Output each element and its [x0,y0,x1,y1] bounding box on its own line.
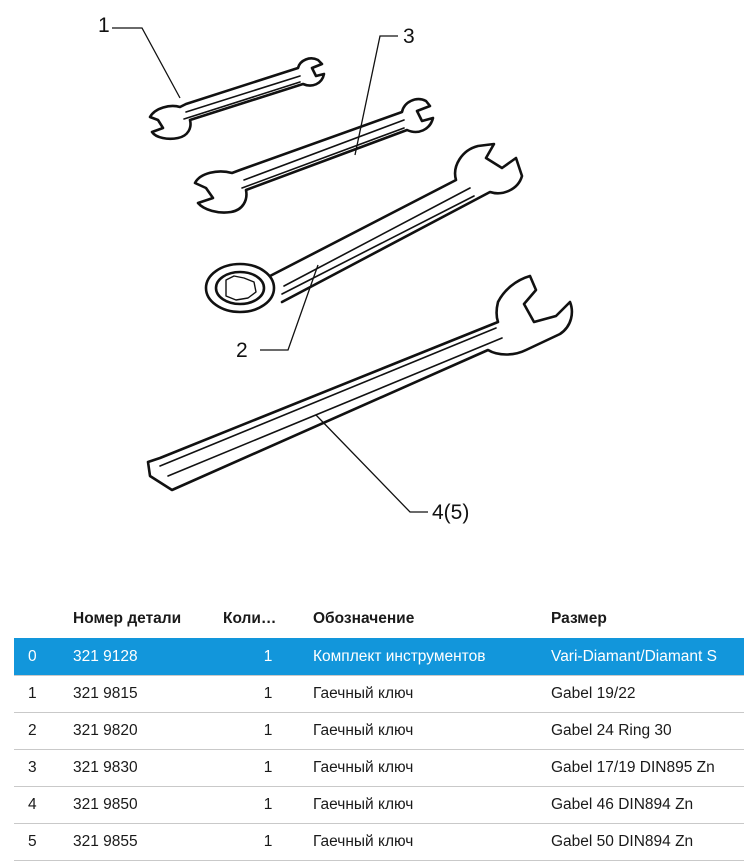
cell-quantity: 1 [223,713,313,750]
cell-part-number: 321 9820 [73,713,223,750]
cell-designation: Гаечный ключ [313,787,551,824]
cell-quantity: 1 [223,750,313,787]
cell-designation: Гаечный ключ [313,713,551,750]
callout-4: 4(5) [432,501,470,524]
parts-table [14,600,744,861]
wrench-2-icon [206,144,522,312]
leader-3 [355,36,398,155]
cell-size: Gabel 24 Ring 30 [551,713,744,750]
cell-quantity: 1 [223,787,313,824]
cell-size: Gabel 17/19 DIN895 Zn [551,750,744,787]
cell-position: 1 [14,676,73,713]
cell-designation: Гаечный ключ [313,824,551,861]
cell-quantity: 1 [223,639,313,676]
cell-part-number: 321 9830 [73,750,223,787]
cell-designation: Гаечный ключ [313,676,551,713]
header-part-number[interactable]: Номер детали [73,610,182,627]
callout-1: 1 [98,14,110,37]
header-size[interactable]: Размер [551,610,607,627]
header-quantity[interactable]: Коли… [223,610,277,627]
cell-position: 5 [14,824,73,861]
table-row-selected[interactable] [14,639,744,676]
cell-size: Gabel 19/22 [551,676,744,713]
cell-size: Vari-Diamant/Diamant S [551,639,744,676]
wrench-3-icon [195,99,433,212]
table-header-row [14,600,744,639]
cell-part-number: 321 9128 [73,639,223,676]
leader-1 [112,28,180,98]
table-row[interactable] [14,750,744,787]
cell-size: Gabel 46 DIN894 Zn [551,787,744,824]
cell-position: 3 [14,750,73,787]
table-row[interactable] [14,824,744,861]
cell-position: 0 [14,639,73,676]
header-position [14,600,73,639]
cell-position: 4 [14,787,73,824]
leader-2 [260,265,318,350]
wrench-4-icon [148,276,572,490]
cell-designation: Гаечный ключ [313,750,551,787]
table-row[interactable] [14,787,744,824]
table-row[interactable] [14,713,744,750]
cell-quantity: 1 [223,824,313,861]
header-designation[interactable]: Обозначение [313,610,415,627]
callout-3: 3 [403,25,415,48]
cell-part-number: 321 9855 [73,824,223,861]
cell-designation: Комплект инструментов [313,639,551,676]
cell-position: 2 [14,713,73,750]
table-row[interactable] [14,676,744,713]
cell-quantity: 1 [223,676,313,713]
cell-size: Gabel 50 DIN894 Zn [551,824,744,861]
callout-2: 2 [236,339,248,362]
cell-part-number: 321 9850 [73,787,223,824]
wrench-1-icon [150,58,324,138]
leader-4 [316,415,428,512]
cell-part-number: 321 9815 [73,676,223,713]
